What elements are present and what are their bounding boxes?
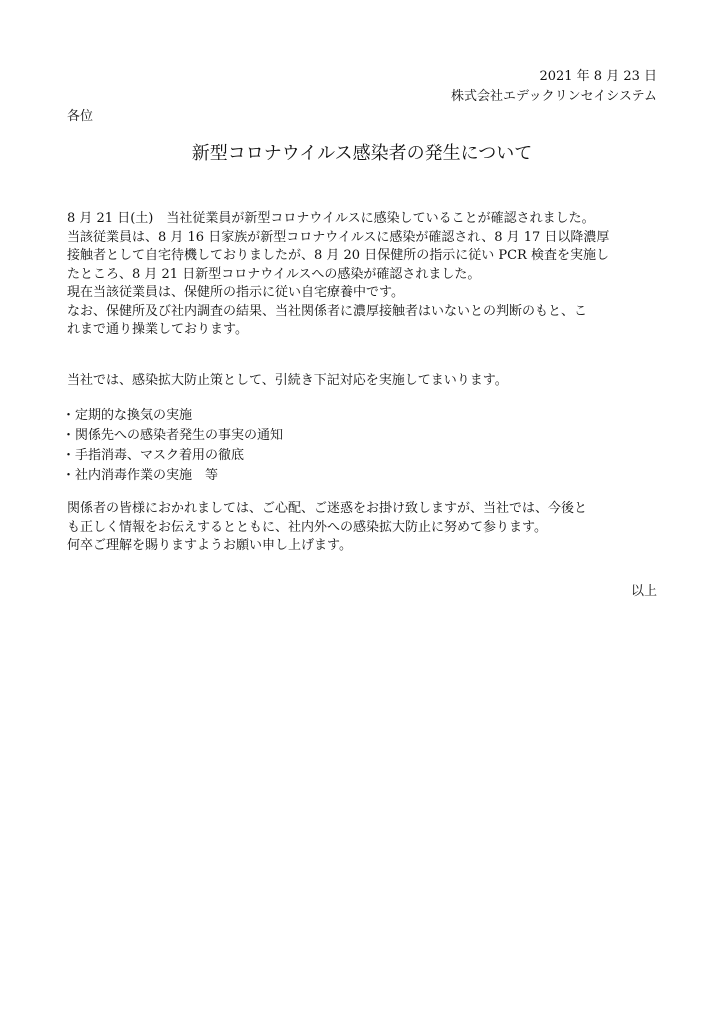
list-item: ・社内消毒作業の実施 等	[62, 468, 219, 483]
paragraph-line: 8 月 21 日(土) 当社従業員が新型コロナウイルスに感染していることが確認されました。	[67, 211, 595, 226]
company-name: 株式会社エデックリンセイシステム	[450, 89, 657, 104]
date: 2021 年 8 月 23 日	[539, 69, 657, 84]
paragraph-line: たところ、8 月 21 日新型コロナウイルスへの感染が確認されました。	[67, 266, 481, 282]
paragraph-line: 当社では、感染拡大防止策として、引続き下記対応を実施してまいります。	[67, 373, 508, 388]
page-title: 新型コロナウイルス感染者の発生について	[191, 143, 533, 164]
list-item: ・定期的な換気の実施	[62, 408, 193, 423]
paragraph-line: 何卒ご理解を賜りますようお願い申し上げます。	[67, 538, 352, 553]
measures-list	[62, 406, 283, 486]
paragraph-line: も正しく情報をお伝えするとともに、社内外への感染拡大防止に努めて参ります。	[67, 519, 547, 535]
paragraph-line: 当該従業員は、8 月 16 日家族が新型コロナウイルスに感染が確認され、8 月 17 日以降濃厚	[67, 229, 610, 245]
paragraph-incident	[67, 210, 659, 340]
paragraph-line: 関係者の皆様におかれましては、ご心配、ご迷惑をお掛け致しますが、当社では、今後と	[67, 501, 588, 516]
closing: 以上	[630, 584, 657, 599]
list-item: ・関係先への感染者発生の事実の通知	[62, 428, 284, 443]
paragraph-measures	[67, 372, 659, 391]
paragraph-line: れまで通り操業しております。	[67, 322, 248, 337]
addressee: 各位	[67, 109, 94, 124]
paragraph-line: 接触者として自宅待機しておりましたが、8 月 20 日保健所の指示に従い PCR 検査を実施し	[67, 248, 609, 263]
paragraph-apology	[67, 500, 659, 556]
list-item: ・手指消毒、マスク着用の徹底	[62, 448, 245, 463]
paragraph-line: なお、保健所及び社内調査の結果、当社関係者に濃厚接触者はいないとの判断のもと、こ	[67, 303, 588, 319]
paragraph-line: 現在当該従業員は、保健所の指示に従い自宅療養中です。	[67, 285, 404, 300]
